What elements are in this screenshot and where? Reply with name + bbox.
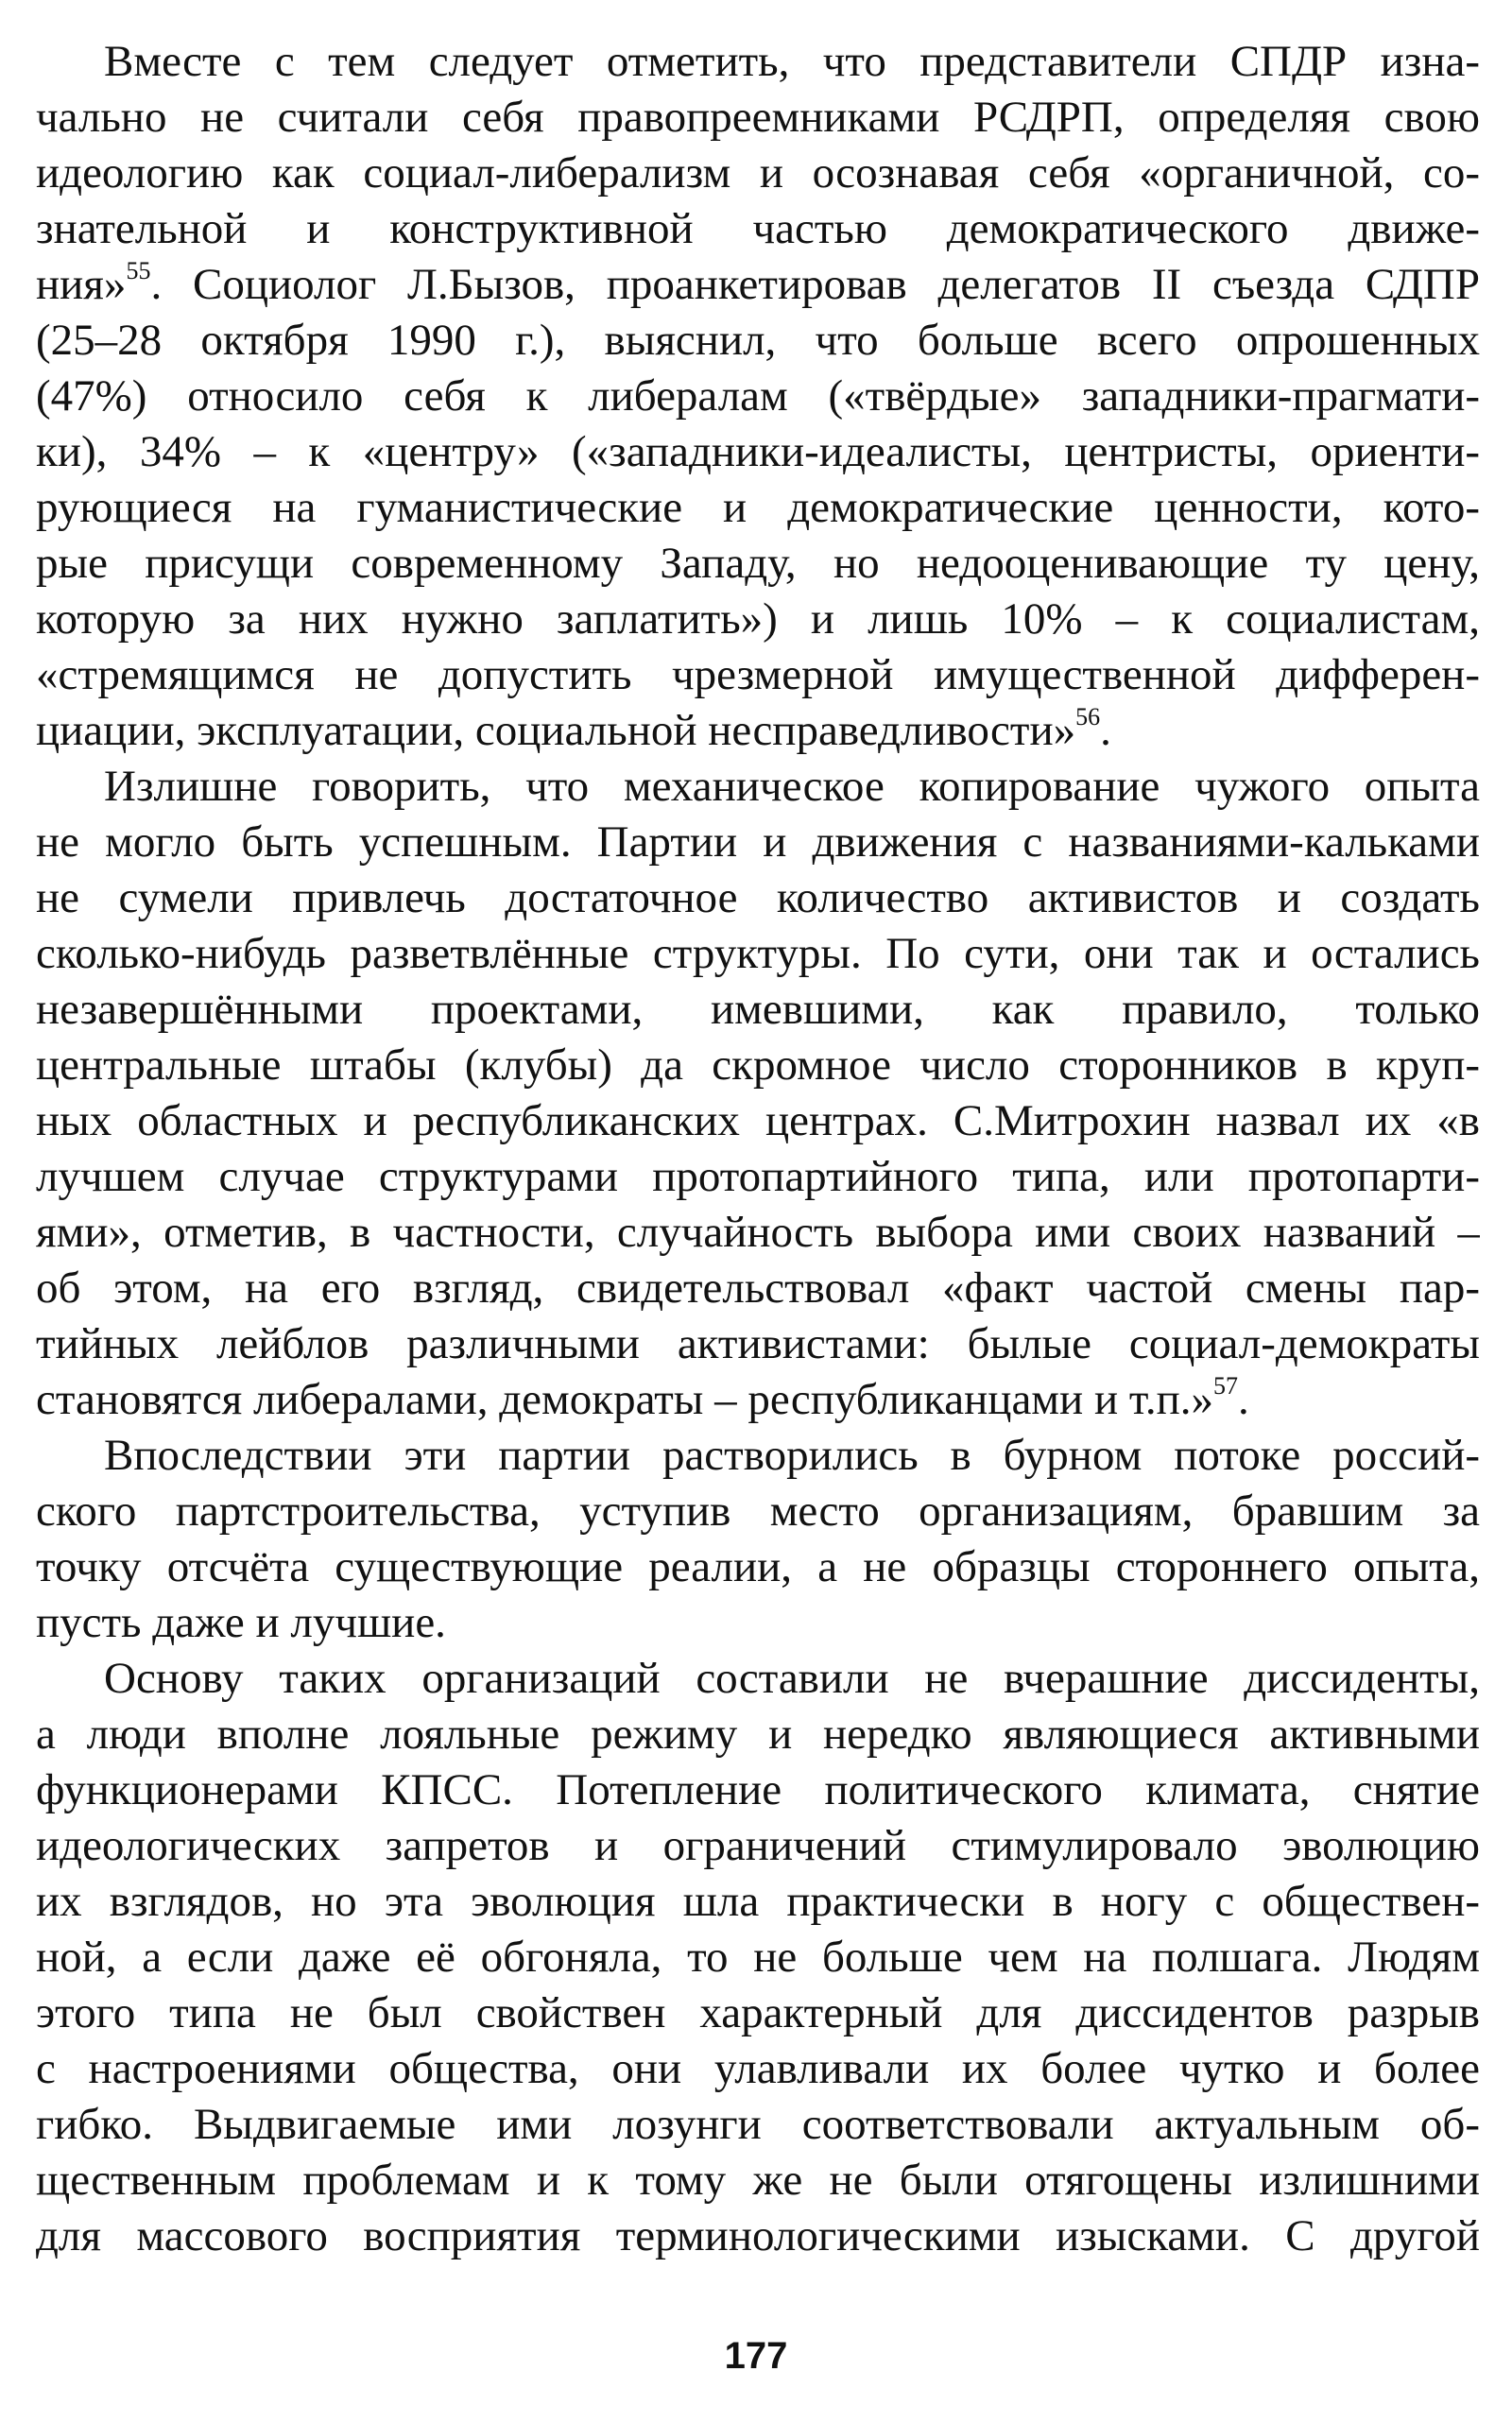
text-line: чально не считали себя правопреемниками РСДРП, определяя свою [36, 93, 1480, 142]
text-line: идеологию как социал-либерализм и осознавая себя «органичной, со- [36, 148, 1480, 198]
text-line: ями», отметив, в частности, случайность выбора ими своих названий – [36, 1208, 1480, 1257]
text-line: щественным проблемам и к тому же не были отягощены излишними [36, 2156, 1480, 2205]
text-line: тийных лейблов различными активистами: былые социал-демократы [36, 1319, 1480, 1368]
text-line: сколько-нибудь разветвлённые структуры. По сути, они так и остались [36, 929, 1480, 978]
text-line: идеологических запретов и ограничений стимулировало эволюцию [36, 1821, 1480, 1870]
footnote-ref-55: 55 [126, 257, 151, 285]
text-line: гибко. Выдвигаемые ими лозунги соответствовали актуальным об- [36, 2100, 1480, 2149]
text-line: Впоследствии эти партии растворились в бурном потоке россий- [104, 1431, 1480, 1480]
text-line: Излишне говорить, что механическое копирование чужого опыта [104, 762, 1480, 811]
text-line: Вместе с тем следует отметить, что представители СПДР изна- [104, 37, 1480, 86]
body-text [36, 34, 1480, 2264]
text-line: центральные штабы (клубы) да скромное число сторонников в круп- [36, 1040, 1480, 1090]
paragraph-3 [36, 1428, 1480, 1651]
text-line: точку отсчёта существующие реалии, а не образцы стороннего опыта, [36, 1542, 1480, 1591]
text-line: ных областных и республиканских центрах. С.Митрохин назвал их «в [36, 1096, 1480, 1145]
text-line-with-footnote: ния»$^{55}$. Социолог Л.Бызов, проанкетировав делегатов II съезда СДПР [36, 257, 1480, 309]
text-line: ского партстроительства, уступив место организациям, бравшим за [36, 1486, 1480, 1536]
text-line: рые присущи современному Западу, но недооценивающие ту цену, [36, 539, 1480, 588]
text-line: рующиеся на гуманистические и демократические ценности, кото- [36, 483, 1480, 532]
text-line: «стремящимся не допустить чрезмерной имущественной дифферен- [36, 650, 1480, 699]
text-line: которую за них нужно заплатить») и лишь 10% – к социалистам, [36, 594, 1480, 644]
text-line: пусть даже и лучшие. [36, 1598, 446, 1647]
text-line: а люди вполне лояльные режиму и нередко являющиеся активными [36, 1710, 1480, 1759]
paragraph-4 [36, 1651, 1480, 2264]
text-line: не сумели привлечь достаточное количество активистов и создать [36, 873, 1480, 922]
text-line: лучшем случае структурами протопартийного типа, или протопарти- [36, 1152, 1480, 1201]
text-line-with-footnote: становятся либералами, демократы – республиканцами и т.п.»$^{57}$. [36, 1372, 1249, 1424]
text-line: функционерами КПСС. Потепление политического климата, снятие [36, 1765, 1480, 1814]
text-line: не могло быть успешным. Партии и движения с названиями-кальками [36, 817, 1480, 867]
paragraph-2 [36, 759, 1480, 1428]
text-line: об этом, на его взгляд, свидетельствовал «факт частой смены пар- [36, 1263, 1480, 1313]
text-line: Основу таких организаций составили не вчерашние диссиденты, [104, 1654, 1480, 1703]
text-line: для массового восприятия терминологическими изысками. С другой [36, 2211, 1480, 2260]
text-line: ки), 34% – к «центру» («западники-идеалисты, центристы, ориенти- [36, 427, 1480, 476]
text-line: ной, а если даже её обгоняла, то не больше чем на полшага. Людям [36, 1933, 1480, 1982]
paragraph-1 [36, 34, 1480, 759]
text-line-with-footnote: циации, эксплуатации, социальной несправедливости»$^{56}$. [36, 703, 1111, 755]
text-line: знательной и конструктивной частью демократического движе- [36, 204, 1480, 253]
text-line: их взглядов, но эта эволюция шла практически в ногу с обществен- [36, 1877, 1480, 1926]
footnote-ref-57: 57 [1213, 1372, 1239, 1401]
text-line: (47%) относило себя к либералам («твёрдые» западники-прагмати- [36, 371, 1480, 421]
page-number: 177 [724, 2335, 788, 2377]
text-line: этого типа не был свойствен характерный для диссидентов разрыв [36, 1988, 1480, 2037]
text-line: с настроениями общества, они улавливали их более чутко и более [36, 2044, 1480, 2093]
text-line: (25–28 октября 1990 г.), выяснил, что больше всего опрошенных [36, 316, 1480, 365]
text-line: незавершёнными проектами, имевшими, как правило, только [36, 985, 1480, 1034]
footnote-ref-56: 56 [1075, 703, 1101, 731]
